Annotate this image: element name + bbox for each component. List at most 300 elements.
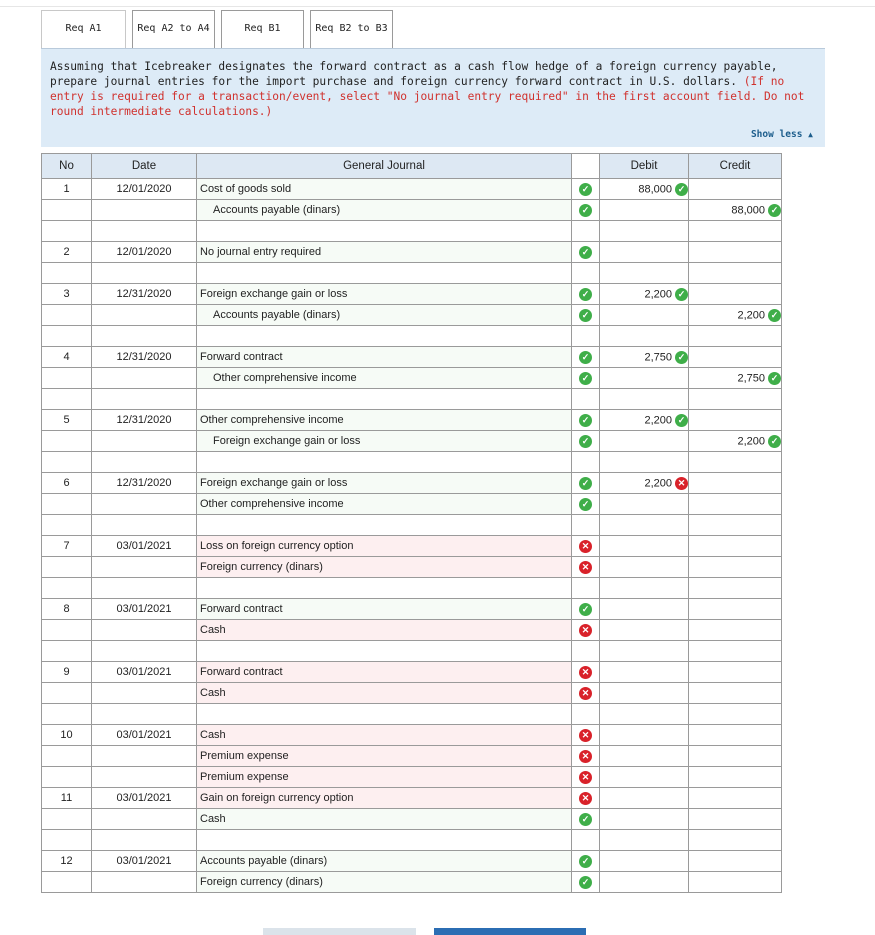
entry-number: [42, 683, 92, 704]
table-header-row: [42, 154, 782, 179]
table-row: [42, 704, 782, 725]
account-status: [572, 620, 600, 641]
account-status: [572, 704, 600, 725]
entry-date: [92, 641, 197, 662]
header-debit: Debit: [600, 154, 689, 179]
account-name: Other comprehensive income: [213, 372, 357, 384]
debit-field[interactable]: [600, 179, 689, 200]
account-status: [572, 725, 600, 746]
debit-field[interactable]: [600, 536, 689, 557]
account-status: [572, 746, 600, 767]
table-row: [42, 368, 782, 389]
header-date: Date: [92, 154, 197, 179]
table-row: [42, 515, 782, 536]
entry-date[interactable]: 03/01/2021: [92, 725, 197, 746]
entry-date[interactable]: 12/31/2020: [92, 347, 197, 368]
entry-number: [42, 494, 92, 515]
entry-number: [42, 305, 92, 326]
account-status: [572, 872, 600, 893]
credit-amount: 2,200: [737, 308, 765, 321]
entry-date: [92, 326, 197, 347]
entry-number: 4: [42, 347, 92, 368]
account-field[interactable]: [197, 494, 572, 515]
account-status: [572, 809, 600, 830]
debit-field[interactable]: [600, 620, 689, 641]
account-status: [572, 788, 600, 809]
account-name: Gain on foreign currency option: [200, 792, 354, 804]
credit-field[interactable]: [689, 389, 782, 410]
entry-date: [92, 515, 197, 536]
triangle-up-icon: ▲: [808, 130, 813, 139]
check-icon: ✓: [579, 246, 592, 259]
table-row: [42, 872, 782, 893]
table-row: [42, 347, 782, 368]
account-status: [572, 242, 600, 263]
entry-date[interactable]: 03/01/2021: [92, 662, 197, 683]
account-field[interactable]: [197, 431, 572, 452]
credit-field[interactable]: [689, 578, 782, 599]
entry-number: [42, 578, 92, 599]
account-name: Cost of goods sold: [200, 183, 292, 195]
debit-field[interactable]: [600, 263, 689, 284]
entry-date[interactable]: 12/01/2020: [92, 179, 197, 200]
debit-field[interactable]: [600, 788, 689, 809]
error-icon: ✕: [579, 540, 592, 553]
account-status: [572, 830, 600, 851]
check-icon: ✓: [579, 183, 592, 196]
debit-field[interactable]: [600, 830, 689, 851]
debit-field[interactable]: [600, 347, 689, 368]
debit-field[interactable]: [600, 746, 689, 767]
debit-amount: 2,200: [644, 413, 672, 426]
entry-number: 12: [42, 851, 92, 872]
table-row: [42, 830, 782, 851]
debit-field[interactable]: [600, 641, 689, 662]
credit-amount: 2,200: [737, 434, 765, 447]
account-status: [572, 179, 600, 200]
entry-number: 11: [42, 788, 92, 809]
entry-number: [42, 809, 92, 830]
account-field[interactable]: [197, 347, 572, 368]
table-row: [42, 410, 782, 431]
entry-date: [92, 578, 197, 599]
account-field[interactable]: [197, 830, 572, 851]
account-name: Cash: [200, 687, 226, 699]
entry-date: [92, 221, 197, 242]
credit-field[interactable]: [689, 179, 782, 200]
error-icon: ✕: [579, 624, 592, 637]
instruction-note: (If no entry is required for a transaction/event, select "No journal entry required" in the first account field. Do not round intermediate calculations.): [50, 75, 805, 118]
account-name: Accounts payable (dinars): [200, 855, 328, 867]
entry-number: [42, 452, 92, 473]
credit-field[interactable]: [689, 872, 782, 893]
account-name: Forward contract: [200, 351, 283, 363]
table-row: [42, 221, 782, 242]
account-name: Foreign exchange gain or loss: [213, 435, 361, 447]
credit-field[interactable]: [689, 263, 782, 284]
table-row: [42, 284, 782, 305]
entry-number: [42, 368, 92, 389]
entry-number: [42, 641, 92, 662]
account-field[interactable]: [197, 683, 572, 704]
debit-field[interactable]: [600, 305, 689, 326]
account-name: Accounts payable (dinars): [213, 309, 341, 321]
entry-date[interactable]: 03/01/2021: [92, 536, 197, 557]
error-icon: ✕: [579, 687, 592, 700]
account-field[interactable]: [197, 872, 572, 893]
debit-amount: 2,200: [644, 476, 672, 489]
check-icon: ✓: [675, 288, 688, 301]
debit-field[interactable]: [600, 326, 689, 347]
credit-field[interactable]: [689, 557, 782, 578]
account-field[interactable]: [197, 410, 572, 431]
account-field[interactable]: [197, 200, 572, 221]
top-divider: [0, 6, 875, 7]
check-icon: ✓: [579, 855, 592, 868]
account-field[interactable]: [197, 725, 572, 746]
credit-amount: 2,750: [737, 371, 765, 384]
account-status: [572, 494, 600, 515]
error-icon: ✕: [579, 666, 592, 679]
credit-field[interactable]: [689, 221, 782, 242]
table-row: [42, 431, 782, 452]
account-status: [572, 515, 600, 536]
account-field[interactable]: [197, 809, 572, 830]
entry-number: 7: [42, 536, 92, 557]
credit-field[interactable]: [689, 452, 782, 473]
check-icon: ✓: [579, 477, 592, 490]
account-field[interactable]: [197, 452, 572, 473]
account-status: [572, 389, 600, 410]
tab-req-b1[interactable]: Req B1: [221, 10, 304, 48]
entry-date: [92, 389, 197, 410]
account-field[interactable]: [197, 179, 572, 200]
check-icon: ✓: [579, 351, 592, 364]
account-status: [572, 536, 600, 557]
entry-date: [92, 746, 197, 767]
table-row: [42, 662, 782, 683]
credit-field[interactable]: [689, 683, 782, 704]
account-name: Other comprehensive income: [200, 498, 344, 510]
entry-date: [92, 704, 197, 725]
credit-field[interactable]: [689, 200, 782, 221]
credit-field[interactable]: [689, 767, 782, 788]
account-status: [572, 200, 600, 221]
debit-field[interactable]: [600, 704, 689, 725]
entry-number: [42, 767, 92, 788]
debit-field[interactable]: [600, 368, 689, 389]
account-field[interactable]: [197, 620, 572, 641]
entry-date: [92, 494, 197, 515]
check-icon: ✓: [579, 876, 592, 889]
account-name: No journal entry required: [200, 246, 322, 258]
account-field[interactable]: [197, 284, 572, 305]
credit-field[interactable]: [689, 494, 782, 515]
account-field[interactable]: [197, 746, 572, 767]
credit-field[interactable]: [689, 410, 782, 431]
credit-field[interactable]: [689, 662, 782, 683]
account-status: [572, 347, 600, 368]
show-less-link[interactable]: Show less ▲: [750, 129, 813, 140]
check-icon: ✓: [768, 309, 781, 322]
table-row: [42, 263, 782, 284]
table-row: [42, 389, 782, 410]
account-field[interactable]: [197, 326, 572, 347]
table-row: [42, 788, 782, 809]
account-status: [572, 263, 600, 284]
account-field[interactable]: [197, 221, 572, 242]
check-icon: ✓: [675, 183, 688, 196]
table-row: [42, 599, 782, 620]
entry-number: [42, 872, 92, 893]
account-field[interactable]: [197, 473, 572, 494]
check-icon: ✓: [579, 372, 592, 385]
entry-date[interactable]: 03/01/2021: [92, 788, 197, 809]
account-field[interactable]: [197, 662, 572, 683]
debit-field[interactable]: [600, 200, 689, 221]
check-icon: ✓: [579, 435, 592, 448]
credit-field[interactable]: [689, 788, 782, 809]
account-status: [572, 410, 600, 431]
header-no: No: [42, 154, 92, 179]
credit-field[interactable]: [689, 347, 782, 368]
account-name: Loss on foreign currency option: [200, 540, 354, 552]
account-field[interactable]: [197, 536, 572, 557]
debit-field[interactable]: [600, 284, 689, 305]
entry-date[interactable]: 03/01/2021: [92, 851, 197, 872]
general-journal-table: [41, 153, 782, 893]
entry-date[interactable]: 12/01/2020: [92, 242, 197, 263]
debit-amount: 2,200: [644, 287, 672, 300]
account-status: [572, 221, 600, 242]
entry-date: [92, 200, 197, 221]
account-status: [572, 473, 600, 494]
tab-req-a2-to-a4[interactable]: Req A2 to A4: [132, 10, 215, 48]
credit-field[interactable]: [689, 431, 782, 452]
debit-field[interactable]: [600, 431, 689, 452]
entry-number: [42, 746, 92, 767]
table-row: [42, 851, 782, 872]
credit-field[interactable]: [689, 809, 782, 830]
debit-field[interactable]: [600, 767, 689, 788]
debit-field[interactable]: [600, 494, 689, 515]
debit-field[interactable]: [600, 221, 689, 242]
next-button[interactable]: [434, 928, 586, 935]
table-row: [42, 200, 782, 221]
account-status: [572, 305, 600, 326]
account-field[interactable]: [197, 704, 572, 725]
account-status: [572, 599, 600, 620]
entry-date: [92, 767, 197, 788]
debit-field[interactable]: [600, 410, 689, 431]
account-name: Forward contract: [200, 603, 283, 615]
entry-date: [92, 431, 197, 452]
table-row: [42, 767, 782, 788]
debit-field[interactable]: [600, 452, 689, 473]
entry-number: 3: [42, 284, 92, 305]
entry-number: 10: [42, 725, 92, 746]
entry-number: [42, 389, 92, 410]
error-icon: ✕: [579, 792, 592, 805]
table-row: [42, 305, 782, 326]
account-field[interactable]: [197, 305, 572, 326]
credit-field[interactable]: [689, 641, 782, 662]
tab-req-b2-to-b3[interactable]: Req B2 to B3: [310, 10, 393, 48]
credit-field[interactable]: [689, 284, 782, 305]
account-name: Forward contract: [200, 666, 283, 678]
entry-number: [42, 200, 92, 221]
account-name: Foreign exchange gain or loss: [200, 288, 348, 300]
entry-date: [92, 557, 197, 578]
account-field[interactable]: [197, 242, 572, 263]
check-icon: ✓: [579, 309, 592, 322]
entry-number: 1: [42, 179, 92, 200]
entry-date[interactable]: 03/01/2021: [92, 599, 197, 620]
debit-field[interactable]: [600, 599, 689, 620]
account-name: Accounts payable (dinars): [213, 204, 341, 216]
debit-field[interactable]: [600, 557, 689, 578]
table-row: [42, 746, 782, 767]
credit-field[interactable]: [689, 242, 782, 263]
entry-number: [42, 221, 92, 242]
account-field[interactable]: [197, 767, 572, 788]
entry-number: 5: [42, 410, 92, 431]
debit-field[interactable]: [600, 809, 689, 830]
table-row: [42, 683, 782, 704]
credit-amount: 88,000: [731, 203, 765, 216]
check-icon: ✓: [768, 204, 781, 217]
entry-date: [92, 830, 197, 851]
check-icon: ✓: [579, 498, 592, 511]
check-icon: ✓: [675, 351, 688, 364]
entry-number: [42, 431, 92, 452]
credit-field[interactable]: [689, 305, 782, 326]
entry-number: [42, 263, 92, 284]
account-status: [572, 641, 600, 662]
table-row: [42, 242, 782, 263]
entry-number: [42, 515, 92, 536]
error-icon: ✕: [579, 771, 592, 784]
prev-button[interactable]: [263, 928, 416, 935]
entry-date: [92, 620, 197, 641]
account-field[interactable]: [197, 515, 572, 536]
account-status: [572, 326, 600, 347]
entry-number: 9: [42, 662, 92, 683]
account-field[interactable]: [197, 788, 572, 809]
error-icon: ✕: [579, 729, 592, 742]
entry-date[interactable]: 12/31/2020: [92, 410, 197, 431]
debit-field[interactable]: [600, 683, 689, 704]
account-field[interactable]: [197, 578, 572, 599]
debit-amount: 88,000: [638, 182, 672, 195]
error-icon: ✕: [579, 750, 592, 763]
entry-number: 2: [42, 242, 92, 263]
debit-amount: 2,750: [644, 350, 672, 363]
credit-field[interactable]: [689, 536, 782, 557]
account-field[interactable]: [197, 641, 572, 662]
account-status: [572, 431, 600, 452]
credit-field[interactable]: [689, 725, 782, 746]
instruction-panel: [41, 48, 825, 147]
credit-field[interactable]: [689, 746, 782, 767]
account-status: [572, 578, 600, 599]
credit-field[interactable]: [689, 515, 782, 536]
account-name: Cash: [200, 729, 226, 741]
entry-number: [42, 557, 92, 578]
table-row: [42, 536, 782, 557]
credit-field[interactable]: [689, 830, 782, 851]
entry-number: [42, 830, 92, 851]
table-row: [42, 557, 782, 578]
debit-field[interactable]: [600, 725, 689, 746]
account-name: Cash: [200, 624, 226, 636]
entry-date: [92, 368, 197, 389]
account-name: Foreign exchange gain or loss: [200, 477, 348, 489]
debit-field[interactable]: [600, 473, 689, 494]
table-row: [42, 578, 782, 599]
credit-field[interactable]: [689, 851, 782, 872]
account-field[interactable]: [197, 368, 572, 389]
debit-field[interactable]: [600, 872, 689, 893]
table-row: [42, 494, 782, 515]
check-icon: ✓: [579, 414, 592, 427]
entry-date[interactable]: 12/31/2020: [92, 284, 197, 305]
entry-number: [42, 326, 92, 347]
table-row: [42, 179, 782, 200]
entry-date: [92, 305, 197, 326]
credit-field[interactable]: [689, 599, 782, 620]
entry-number: [42, 704, 92, 725]
account-field[interactable]: [197, 557, 572, 578]
account-name: Premium expense: [200, 771, 289, 783]
account-field[interactable]: [197, 263, 572, 284]
debit-field[interactable]: [600, 851, 689, 872]
credit-field[interactable]: [689, 704, 782, 725]
account-field[interactable]: [197, 599, 572, 620]
check-icon: ✓: [579, 288, 592, 301]
account-field[interactable]: [197, 851, 572, 872]
debit-field[interactable]: [600, 389, 689, 410]
credit-field[interactable]: [689, 368, 782, 389]
requirement-tabs: [41, 10, 399, 48]
debit-field[interactable]: [600, 578, 689, 599]
credit-field[interactable]: [689, 620, 782, 641]
entry-date[interactable]: 12/31/2020: [92, 473, 197, 494]
account-name: Premium expense: [200, 750, 289, 762]
credit-field[interactable]: [689, 326, 782, 347]
debit-field[interactable]: [600, 515, 689, 536]
error-icon: ✕: [675, 477, 688, 490]
credit-field[interactable]: [689, 473, 782, 494]
account-status: [572, 452, 600, 473]
account-status: [572, 284, 600, 305]
debit-field[interactable]: [600, 662, 689, 683]
account-status: [572, 851, 600, 872]
account-field[interactable]: [197, 389, 572, 410]
account-name: Cash: [200, 813, 226, 825]
entry-date: [92, 263, 197, 284]
table-row: [42, 473, 782, 494]
check-icon: ✓: [579, 204, 592, 217]
tab-req-a1[interactable]: Req A1: [41, 10, 126, 49]
error-icon: ✕: [579, 561, 592, 574]
header-credit: Credit: [689, 154, 782, 179]
account-status: [572, 662, 600, 683]
account-status: [572, 368, 600, 389]
check-icon: ✓: [579, 603, 592, 616]
debit-field[interactable]: [600, 242, 689, 263]
account-status: [572, 557, 600, 578]
